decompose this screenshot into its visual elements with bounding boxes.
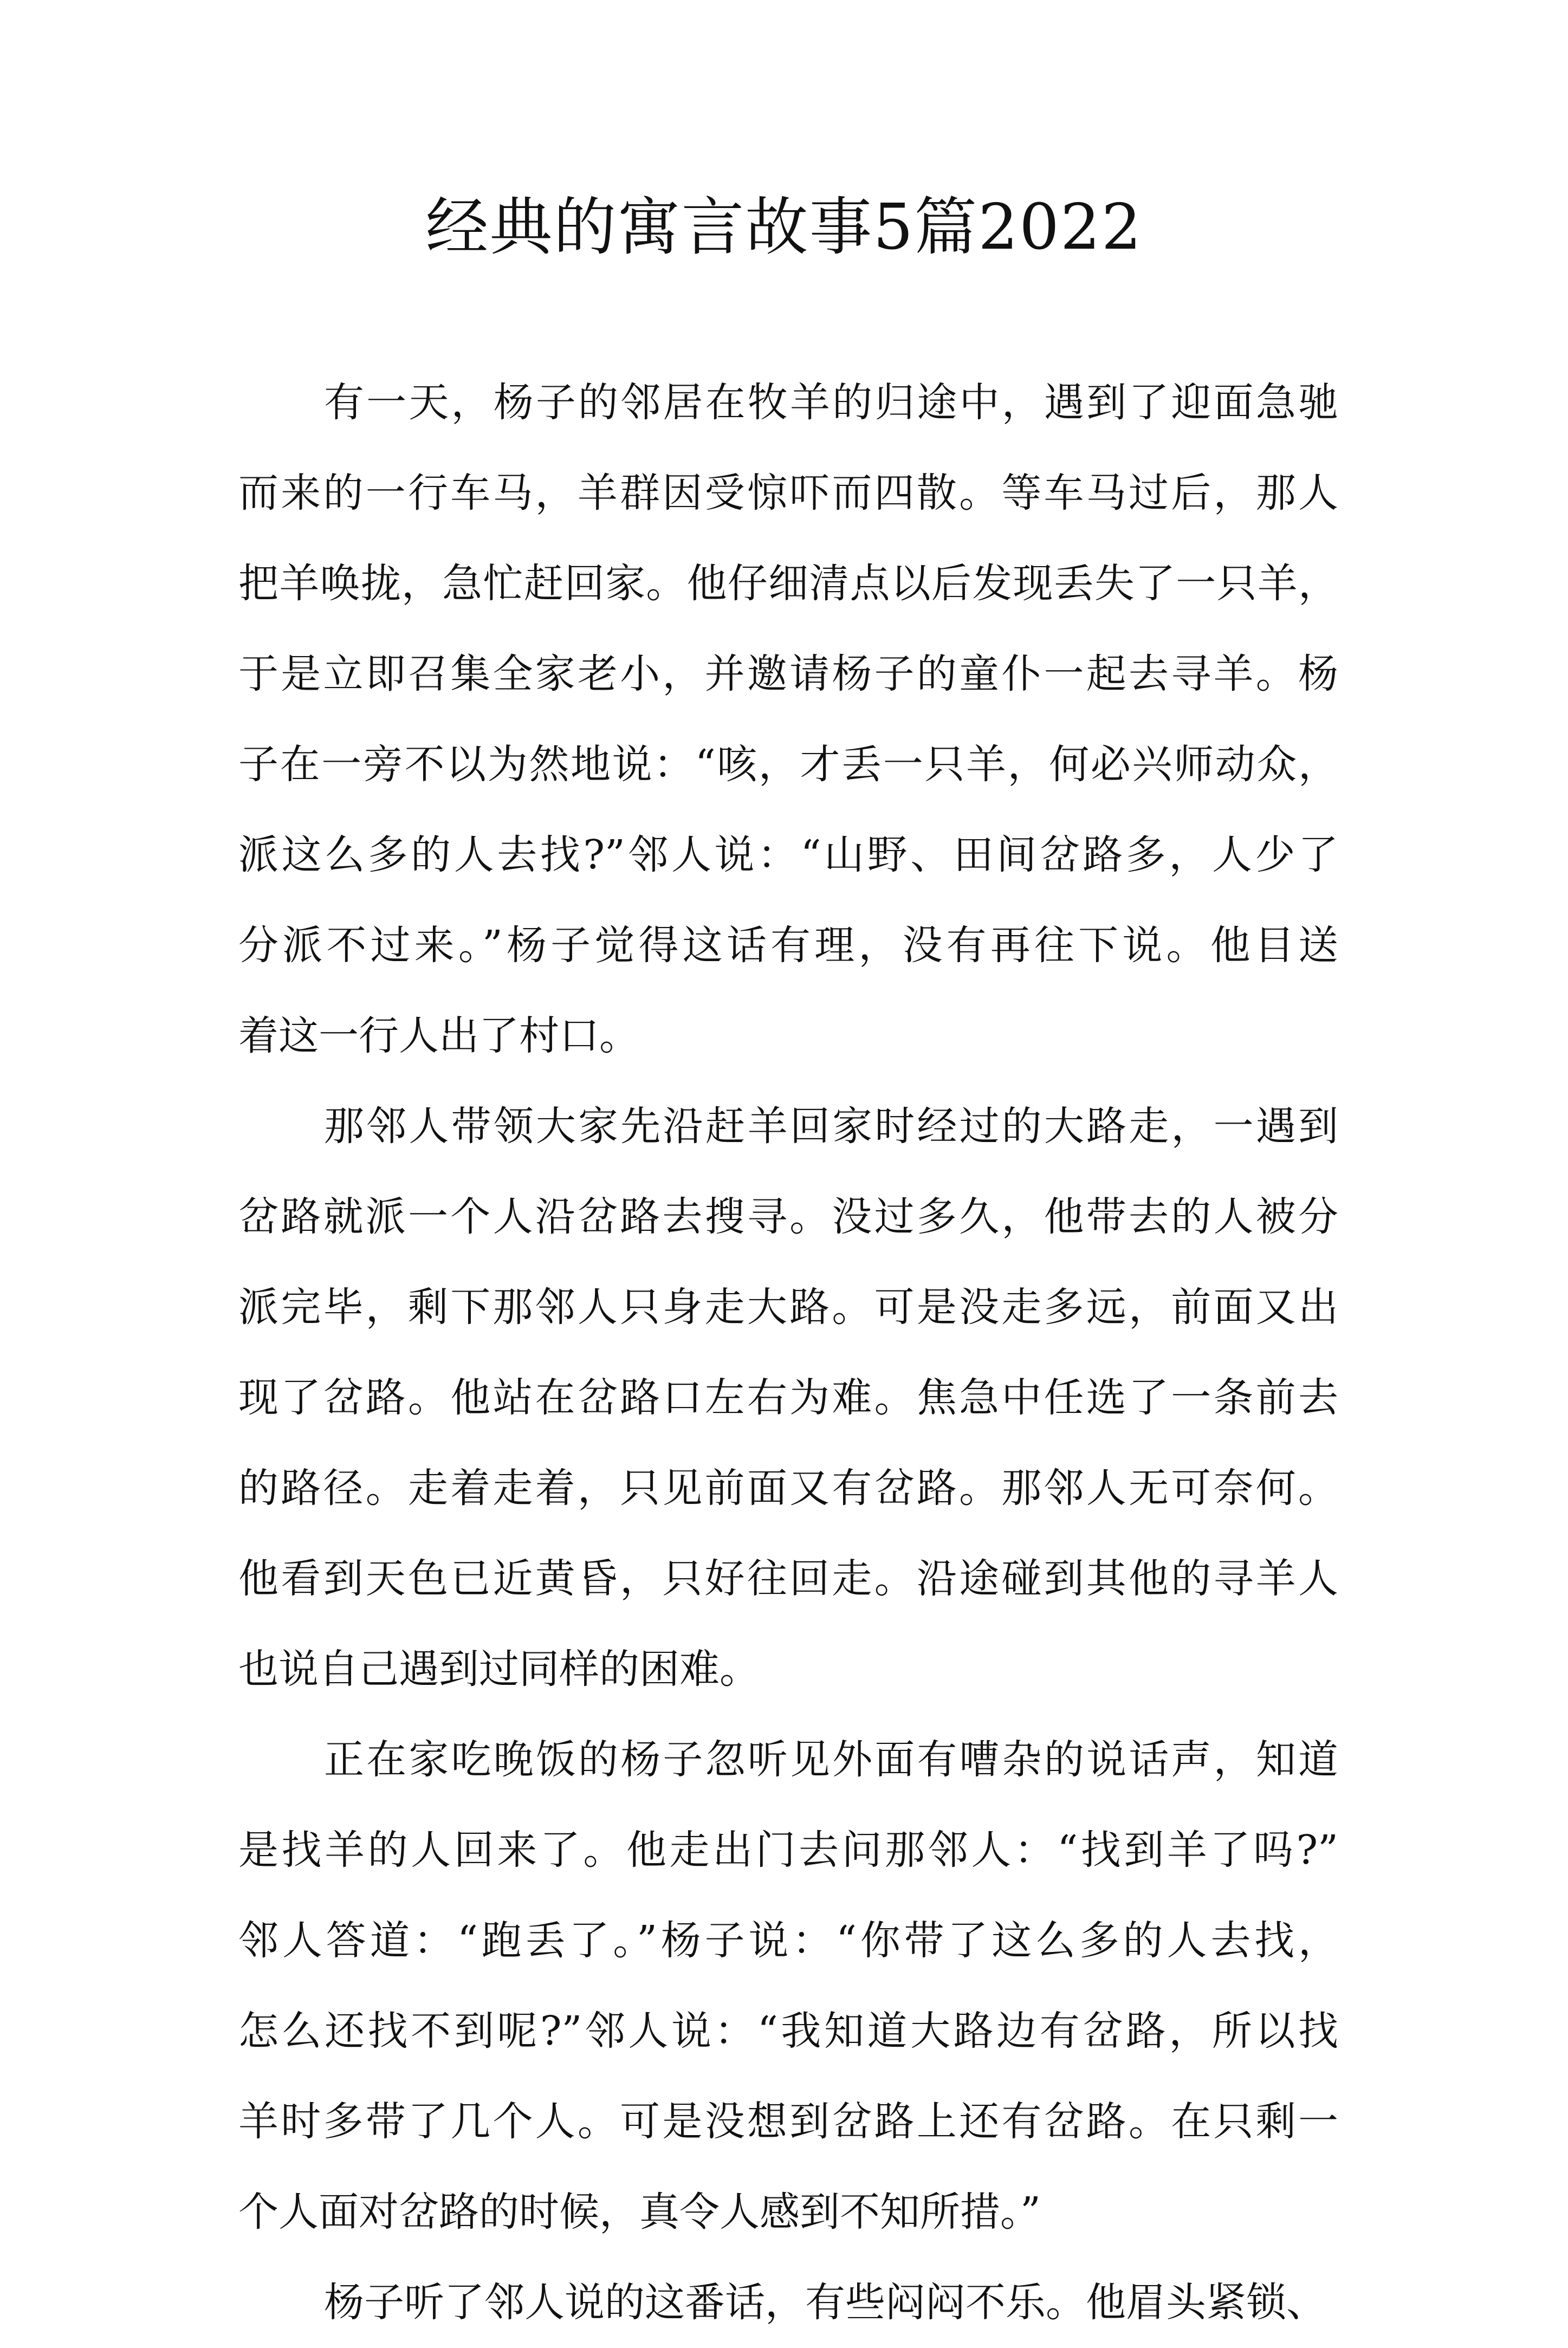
paragraph-line: 那邻人带领大家先沿赶羊回家时经过的大路走，一遇到 xyxy=(324,1103,1338,1150)
paragraph-line: 把羊唤拢，急忙赶回家。他仔细清点以后发现丢失了一只羊， xyxy=(238,560,1338,607)
paragraph-line: 而来的一行车马，羊群因受惊吓而四散。等车马过后，那人 xyxy=(238,470,1338,516)
paragraph-line: 现了岔路。他站在岔路口左右为难。焦急中任选了一条前去 xyxy=(238,1374,1338,1421)
paragraph-line: 子在一旁不以为然地说：“咳，才丢一只羊，何必兴师动众， xyxy=(238,741,1338,788)
paragraph-line: 派完毕，剩下那邻人只身走大路。可是没走多远，前面又出 xyxy=(238,1284,1338,1331)
paragraph-line: 也说自己遇到过同样的困难。 xyxy=(238,1646,760,1692)
paragraph-line: 的路径。走着走着，只见前面又有岔路。那邻人无可奈何。 xyxy=(238,1465,1338,1512)
paragraph-1 xyxy=(238,358,1338,1081)
paragraph-line: 杨子听了邻人说的这番话，有些闷闷不乐。他眉头紧锁、 xyxy=(324,2279,1326,2326)
paragraph-line: 邻人答道：“跑丢了。”杨子说：“你带了这么多的人去找， xyxy=(238,1917,1338,1964)
document-title: 经典的寓言故事5篇2022 xyxy=(425,191,1143,264)
paragraph-line: 是找羊的人回来了。他走出门去问那邻人：“找到羊了吗?” xyxy=(238,1827,1338,1873)
paragraph-line: 个人面对岔路的时候，真令人感到不知所措。” xyxy=(238,2189,1041,2235)
paragraph-line: 有一天，杨子的邻居在牧羊的归途中，遇到了迎面急驰 xyxy=(324,379,1338,426)
paragraph-line: 于是立即召集全家老小，并邀请杨子的童仆一起去寻羊。杨 xyxy=(238,651,1338,697)
paragraph-line: 正在家吃晚饭的杨子忽听见外面有嘈杂的说话声，知道 xyxy=(324,1736,1338,1783)
paragraph-4 xyxy=(238,2258,1338,2348)
paragraph-line: 羊时多带了几个人。可是没想到岔路上还有岔路。在只剩一 xyxy=(238,2098,1338,2145)
paragraph-line: 他看到天色已近黄昏，只好往回走。沿途碰到其他的寻羊人 xyxy=(238,1555,1338,1602)
paragraph-line: 岔路就派一个人沿岔路去搜寻。没过多久，他带去的人被分 xyxy=(238,1194,1338,1240)
paragraph-line: 怎么还找不到呢?”邻人说：“我知道大路边有岔路，所以找 xyxy=(238,2008,1338,2054)
paragraph-line: 派这么多的人去找?”邻人说：“山野、田间岔路多，人少了 xyxy=(238,832,1338,878)
paragraph-line: 分派不过来。”杨子觉得这话有理，没有再往下说。他目送 xyxy=(238,922,1338,969)
paragraph-line: 着这一行人出了村口。 xyxy=(238,1013,639,1059)
document-body xyxy=(238,358,1338,2348)
paragraph-2 xyxy=(238,1081,1338,1715)
paragraph-3 xyxy=(238,1715,1338,2258)
